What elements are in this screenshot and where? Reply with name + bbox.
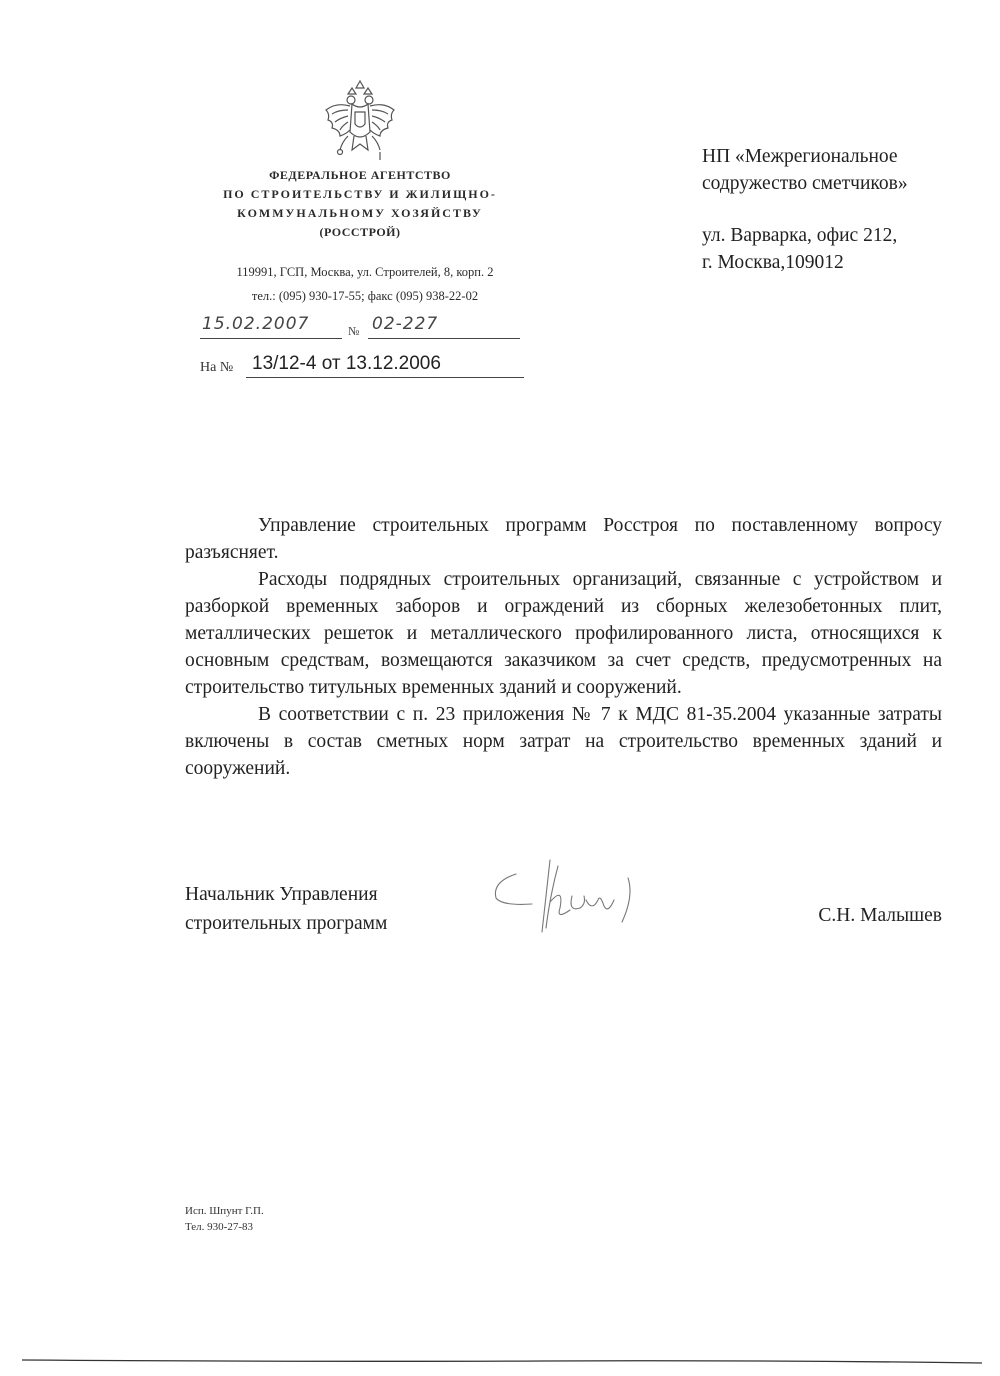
- registration-date: 15.02.2007: [202, 314, 310, 334]
- agency-name: [180, 166, 540, 242]
- executor-phone: Тел. 930-27-83: [185, 1221, 253, 1233]
- agency-line: КОММУНАЛЬНОМУ ХОЗЯЙСТВУ: [237, 206, 483, 220]
- agency-line: (РОССТРОЙ): [319, 225, 401, 239]
- emblem-icon: [318, 80, 402, 164]
- body-paragraph: В соответствии с п. 23 приложения № 7 к МДС 81-35.2004 указанные затраты включены в состав сметных норм затрат на строительство временных зданий и сооружений.: [185, 704, 942, 779]
- registration-number: 02-227: [372, 314, 439, 334]
- reply-reference: [200, 352, 524, 382]
- signer-title-line: строительных программ: [185, 913, 388, 934]
- recipient-block: [702, 143, 982, 276]
- agency-phones: тел.: (095) 930-17-55; факс (095) 938-22-02: [251, 289, 479, 303]
- reply-underline: [246, 377, 524, 378]
- executor-name: Исп. Шпунт Г.П.: [185, 1205, 264, 1217]
- scan-edge: [22, 1352, 982, 1360]
- signer-title-line: Начальник Управления: [185, 884, 378, 905]
- agency-line: ПО СТРОИТЕЛЬСТВУ И ЖИЛИЩНО-: [223, 187, 497, 201]
- date-underline: [200, 338, 342, 339]
- signer-name: С.Н. Малышев: [818, 905, 942, 926]
- reply-label: На №: [200, 360, 234, 375]
- recipient-address-line: ул. Варварка, офис 212,: [702, 225, 898, 246]
- recipient-name-line: содружество сметчиков»: [702, 173, 908, 194]
- handwritten-signature-icon: [488, 856, 648, 936]
- recipient-address-line: г. Москва,109012: [702, 252, 844, 273]
- body-paragraph: Расходы подрядных строительных организаций, связанные с устройством и разборкой временных заборов и ограждений из сборных железобетонных плит, металлических решеток и металлического профилированного листа, относящихся к основным средствам, возмещаются заказчиком за счет средств, предусмотренных на строительство титульных временных зданий и сооружений.: [185, 569, 942, 698]
- executor-info: [185, 1203, 264, 1235]
- agency-address: [180, 260, 550, 308]
- agency-line: ФЕДЕРАЛЬНОЕ АГЕНТСТВО: [269, 168, 451, 182]
- number-underline: [368, 338, 520, 339]
- number-sign: №: [348, 324, 360, 338]
- letter-body: [185, 512, 942, 782]
- recipient-name-line: НП «Межрегиональное: [702, 146, 898, 167]
- registration-line: [200, 312, 520, 342]
- reply-value: 13/12-4 от 13.12.2006: [252, 353, 441, 374]
- body-paragraph: Управление строительных программ Росстроя по поставленному вопросу разъясняет.: [185, 515, 942, 563]
- signer-title: [185, 880, 485, 938]
- agency-street: 119991, ГСП, Москва, ул. Строителей, 8, корп. 2: [236, 265, 494, 279]
